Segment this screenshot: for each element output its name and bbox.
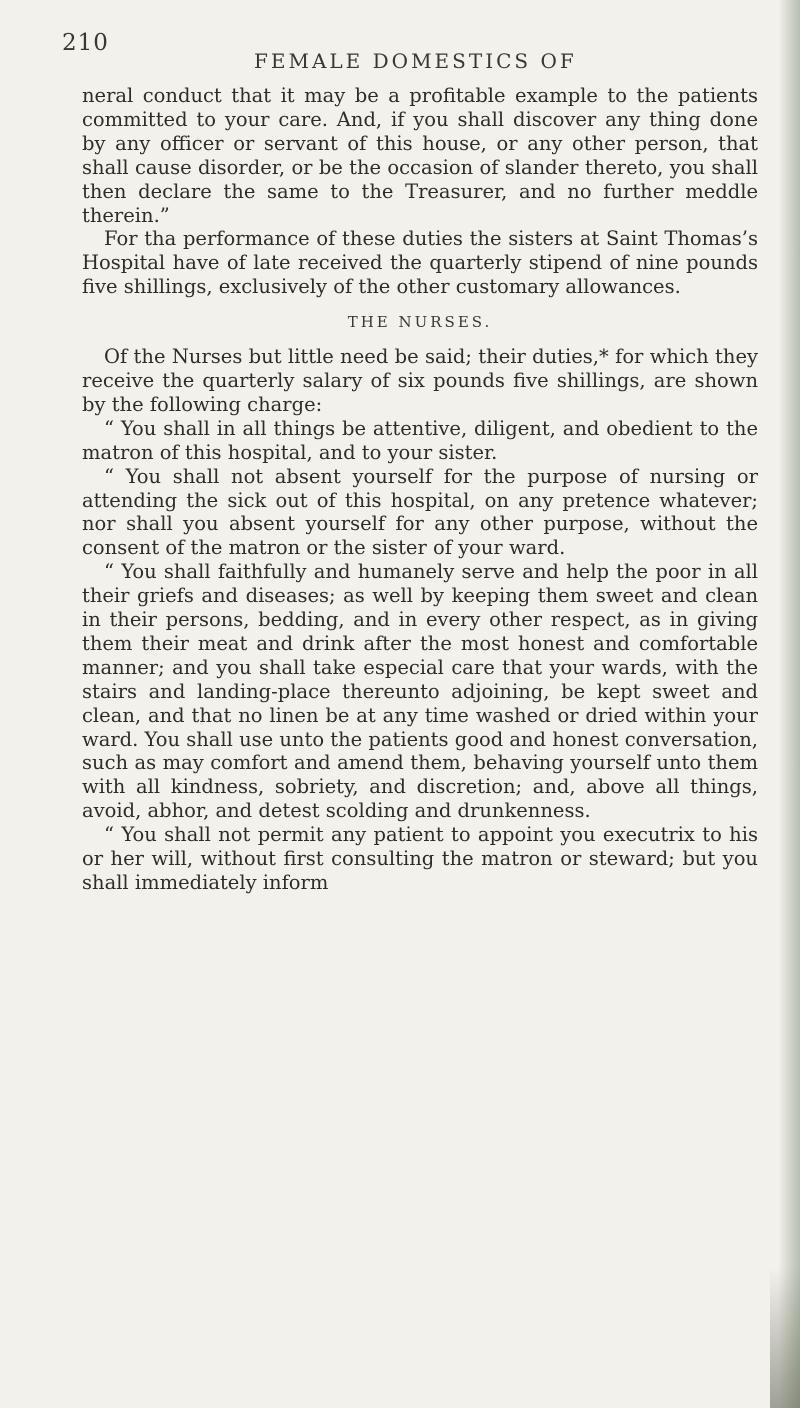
page-header [62,22,762,72]
page-body [82,84,758,895]
page-number: 210 [62,30,109,56]
paragraph-7: “ You shall not permit any patient to appoint you executrix to his or her will, without first consulting the matron or steward; but you shall immediately inform [82,823,758,894]
page-edge-shadow [778,0,800,1408]
paragraph-5: “ You shall not absent yourself for the purpose of nursing or attending the sick out of this hospital, on any pretence whatever; nor shall you absent yourself for any other purpose, without the consent of the matron or the sister of your ward. [82,464,758,560]
paragraph-4: “ You shall in all things be attentive, diligent, and obedient to the matron of this hospital, and to your sister. [82,416,758,464]
paragraph-2: For tha performance of these duties the sisters at Saint Thomas’s Hospital have of late received the quarterly stipend of nine pounds five shillings, exclusively of the other customary allowances. [82,227,758,299]
section-heading: THE NURSES. [347,313,493,332]
paragraph-6: “ You shall faithfully and humanely serve and help the poor in all their griefs and diseases; as well by keeping them sweet and clean in their persons, bedding, and in every other respect, as in giving them their meat and drink after the most honest and comfortable manner; and you shall take especial care that your wards, with the stairs and landing-place thereunto adjoining, be kept sweet and clean, and that no linen be at any time washed or dried within your ward. You shall use unto the patients good and honest conversation, such as may comfort and amend them, behaving yourself unto them with all kindness, sobriety, and discretion; and, above all things, avoid, abhor, and detest scolding and drunkenness. [82,560,758,823]
page-corner-shadow [770,1268,800,1408]
running-head: FEMALE DOMESTICS OF [254,49,577,73]
paragraph-1: neral conduct that it may be a profitable example to the patients committed to your care. And, if you shall discover any thing done by any officer or servant of this house, or any other person, that shall cause disorder, or be the occasion of slander thereto, you shall then declare the same to the Treasurer, and no further meddle therein.” [82,84,758,227]
paragraph-3: Of the Nurses but little need be said; their duties,* for which they receive the quarterly salary of six pounds five shillings, are shown by the following charge: [82,345,758,416]
